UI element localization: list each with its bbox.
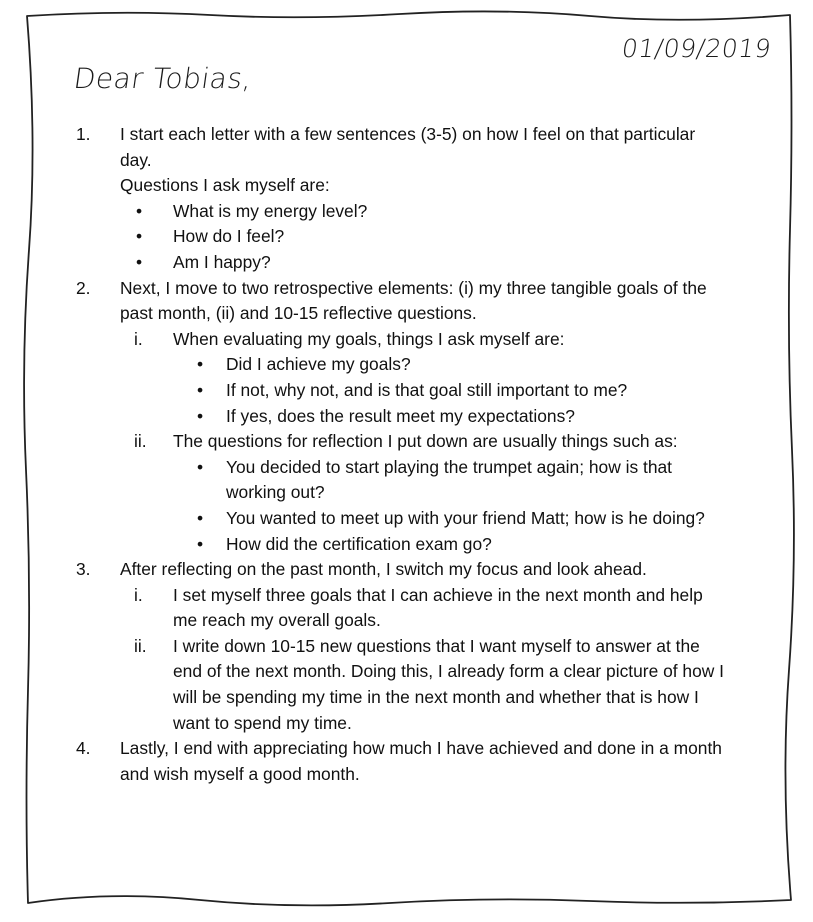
list-continuation: Questions I ask myself are:: [120, 175, 330, 196]
bullet-item: • You wanted to meet up with your friend Matt; how is he doing?: [76, 506, 726, 532]
bullet-item: • If yes, does the result meet my expectations?: [76, 404, 726, 430]
list-item-3: [76, 557, 726, 583]
letter-body: [76, 122, 726, 787]
bullet-icon: •: [136, 251, 143, 272]
list-text: Next, I move to two retrospective elements: (i) my three tangible goals of the past month, (ii) and 10-15 reflective questions.: [120, 277, 707, 324]
bullet-item: • What is my energy level?: [76, 199, 726, 225]
list-number: 3.: [76, 559, 91, 580]
bullet-icon: •: [197, 379, 204, 400]
sub-item-3-ii: ii. I write down 10-15 new questions that I want myself to answer at the end of the next month. Doing this, I already form a clear picture of how I will be spending my time in the next month and whether that is how I want to spend my time.: [134, 635, 724, 733]
bullet-icon: •: [197, 354, 204, 375]
list-text: Lastly, I end with appreciating how much I have achieved and done in a month and wish myself a good month.: [120, 738, 722, 784]
list-item-4: [76, 736, 726, 787]
bullet-item: • How do I feel?: [76, 224, 726, 250]
bullet-item: • You decided to start playing the trumpet again; how is that working out?: [197, 456, 672, 503]
sub-number: i.: [134, 328, 143, 349]
list-number: 1.: [76, 124, 91, 144]
bullet-icon: •: [197, 405, 204, 426]
sub-item-3-i: i. I set myself three goals that I can achieve in the next month and help me reach my overall goals.: [134, 584, 703, 631]
bullet-item: • How did the certification exam go?: [76, 532, 726, 558]
letter-greeting: Dear Tobias,: [71, 62, 255, 95]
sub-number: ii.: [134, 431, 147, 452]
bullet-icon: •: [136, 200, 143, 221]
bullet-icon: •: [197, 456, 204, 477]
list-text: After reflecting on the past month, I switch my focus and look ahead.: [120, 559, 647, 580]
list-text: I start each letter with a few sentences (3-5) on how I feel on that particular day.: [120, 124, 696, 170]
bullet-icon: •: [136, 226, 143, 247]
sub-number: ii.: [134, 635, 147, 656]
letter-date: 01/09/2019: [619, 34, 774, 63]
list-number: 2.: [76, 277, 91, 298]
bullet-item: • Am I happy?: [76, 250, 726, 276]
bullet-item: • If not, why not, and is that goal still important to me?: [76, 378, 726, 404]
bullet-icon: •: [197, 507, 204, 528]
sub-item-2-ii: ii. The questions for reflection I put down are usually things such as:: [76, 429, 726, 455]
list-number: 4.: [76, 738, 91, 759]
list-item-2: [76, 276, 726, 327]
bullet-icon: •: [197, 533, 204, 554]
list-item-1: [76, 122, 726, 173]
sub-item-2-i: i. When evaluating my goals, things I ask myself are:: [76, 327, 726, 353]
sub-number: i.: [134, 584, 143, 605]
bullet-item: • Did I achieve my goals?: [76, 352, 726, 378]
